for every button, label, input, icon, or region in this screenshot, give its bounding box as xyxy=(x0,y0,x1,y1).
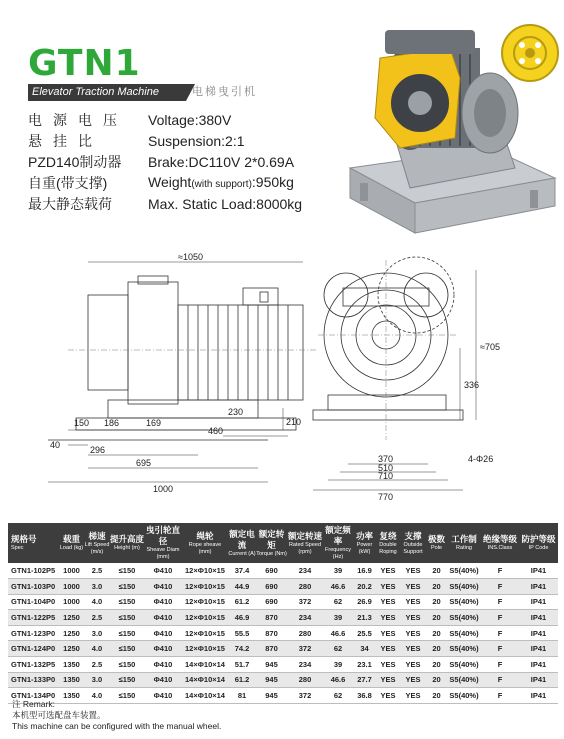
table-header-cell xyxy=(400,523,426,563)
table-cell: 870 xyxy=(256,625,287,641)
header-cn: 极数 xyxy=(427,534,445,544)
table-cell: GTN1-104P0 xyxy=(8,594,59,610)
table-cell: F xyxy=(481,610,519,626)
remark-cn: 本机型可选配盘车装置。 xyxy=(12,710,106,720)
table-cell: 1350 xyxy=(59,672,84,688)
table-cell: 234 xyxy=(287,657,323,673)
table-cell: YES xyxy=(400,641,426,657)
dim-460: 460 xyxy=(208,426,224,436)
table-cell: Φ410 xyxy=(144,688,182,704)
spec-table xyxy=(8,523,558,704)
table-row xyxy=(8,563,558,579)
spec-brake xyxy=(28,152,328,173)
table-cell: 81 xyxy=(228,688,256,704)
header-en: Power (kW) xyxy=(356,541,373,555)
table-cell: 37.4 xyxy=(228,563,256,579)
table-cell: 20 xyxy=(426,657,447,673)
table-cell: 690 xyxy=(256,579,287,595)
table-cell: 55.5 xyxy=(228,625,256,641)
table-cell: Φ410 xyxy=(144,641,182,657)
table-header-row xyxy=(8,523,558,563)
table-cell: 51.7 xyxy=(228,657,256,673)
table-cell: ≤150 xyxy=(110,594,144,610)
header-cn: 额定电流 xyxy=(229,528,255,550)
header-cn: 规格号 xyxy=(11,534,37,544)
table-cell: ≤150 xyxy=(110,657,144,673)
table-cell: GTN1-132P5 xyxy=(8,657,59,673)
table-cell: IP41 xyxy=(519,610,558,626)
table-cell: 26.9 xyxy=(353,594,376,610)
table-cell: YES xyxy=(400,657,426,673)
table-cell: 36.8 xyxy=(353,688,376,704)
table-cell: Φ410 xyxy=(144,657,182,673)
table-cell: 46.6 xyxy=(323,672,353,688)
spec-value-en xyxy=(148,172,294,195)
header-en: IP Code xyxy=(528,545,549,551)
table-header-cell xyxy=(426,523,447,563)
dim-695: 695 xyxy=(136,458,152,468)
table-row xyxy=(8,625,558,641)
header-en: Pole xyxy=(430,545,442,551)
table-cell: 21.3 xyxy=(353,610,376,626)
table-header-cell xyxy=(228,523,256,563)
table-cell: YES xyxy=(376,657,400,673)
dim-230: 230 xyxy=(228,407,244,417)
header-cn: 复绕 xyxy=(379,530,397,541)
table-cell: 870 xyxy=(256,641,287,657)
table-header-cell xyxy=(8,523,59,563)
spec-weight-note: (with support) xyxy=(191,179,252,190)
table-cell: GTN1-102P5 xyxy=(8,563,59,579)
header-cn: 曳引轮直径 xyxy=(145,525,180,546)
table-cell: 39 xyxy=(323,563,353,579)
table-cell: IP41 xyxy=(519,563,558,579)
table-cell: S5(40%) xyxy=(447,610,481,626)
table-cell: 20.2 xyxy=(353,579,376,595)
header-en: INS.Class xyxy=(487,545,513,551)
table-cell: GTN1-124P0 xyxy=(8,641,59,657)
table-cell: ≤150 xyxy=(110,641,144,657)
header-en: Frequency (Hz) xyxy=(325,547,351,560)
table-cell: 46.6 xyxy=(323,625,353,641)
table-cell: Φ410 xyxy=(144,610,182,626)
table-cell: IP41 xyxy=(519,688,558,704)
table-cell: 372 xyxy=(287,641,323,657)
table-cell: 12×Φ10×15 xyxy=(182,625,228,641)
spec-max-load xyxy=(28,194,328,215)
dim-510: 510 xyxy=(378,463,394,473)
header-en: Current (A) xyxy=(228,550,256,557)
table-cell: ≤150 xyxy=(110,579,144,595)
product-title: GTN1 xyxy=(28,43,141,84)
table-cell: F xyxy=(481,563,519,579)
table-cell: 2.5 xyxy=(84,610,110,626)
table-cell: 12×Φ10×15 xyxy=(182,610,228,626)
header-en: Rated Speed (rpm) xyxy=(288,541,322,555)
table-cell: 20 xyxy=(426,563,447,579)
table-cell: YES xyxy=(376,563,400,579)
product-subtitle-en: Elevator Traction Machine xyxy=(28,84,186,101)
table-header-cell xyxy=(59,523,84,563)
table-cell: S5(40%) xyxy=(447,641,481,657)
table-cell: 690 xyxy=(256,563,287,579)
table-cell: S5(40%) xyxy=(447,657,481,673)
table-cell: 1350 xyxy=(59,657,84,673)
table-cell: ≤150 xyxy=(110,625,144,641)
spec-value-en: Voltage:380V xyxy=(148,112,232,128)
table-header-cell xyxy=(519,523,558,563)
table-cell: F xyxy=(481,657,519,673)
table-cell: 61.2 xyxy=(228,594,256,610)
table-cell: 3.0 xyxy=(84,579,110,595)
table-cell: S5(40%) xyxy=(447,594,481,610)
table-cell: 1000 xyxy=(59,594,84,610)
dim-296: 296 xyxy=(90,445,106,455)
dim-710: 710 xyxy=(378,471,394,481)
dim-150: 150 xyxy=(74,418,90,428)
table-cell: 14×Φ10×14 xyxy=(182,688,228,704)
table-row xyxy=(8,610,558,626)
table-cell: IP41 xyxy=(519,641,558,657)
table-cell: 12×Φ10×15 xyxy=(182,579,228,595)
dim-705: ≈705 xyxy=(480,342,500,352)
table-cell: IP41 xyxy=(519,579,558,595)
table-cell: 280 xyxy=(287,625,323,641)
table-cell: 20 xyxy=(426,579,447,595)
spec-value-en: Max. Static Load:8000kg xyxy=(148,196,303,212)
table-cell: YES xyxy=(376,625,400,641)
header-en: Sheave Diam (mm) xyxy=(146,547,180,560)
table-cell: ≤150 xyxy=(110,563,144,579)
table-cell: 2.5 xyxy=(84,657,110,673)
table-cell: 14×Φ10×14 xyxy=(182,657,228,673)
header-cn: 工作制 xyxy=(451,534,477,544)
table-cell: 1000 xyxy=(59,563,84,579)
dim-370: 370 xyxy=(378,454,394,464)
table-cell: YES xyxy=(400,579,426,595)
table-header-cell xyxy=(376,523,400,563)
table-cell: 12×Φ10×15 xyxy=(182,641,228,657)
header-cn: 额定转矩 xyxy=(258,528,285,550)
table-cell: F xyxy=(481,579,519,595)
table-cell: YES xyxy=(400,688,426,704)
table-cell: 27.7 xyxy=(353,672,376,688)
table-cell: 945 xyxy=(256,672,287,688)
table-row xyxy=(8,579,558,595)
table-cell: 1250 xyxy=(59,641,84,657)
header-cn: 提升高度 xyxy=(110,534,145,544)
table-cell: YES xyxy=(376,672,400,688)
table-header-cell xyxy=(481,523,519,563)
table-cell: GTN1-133P0 xyxy=(8,672,59,688)
header-cn: 梯速 xyxy=(88,530,106,541)
table-cell: 280 xyxy=(287,672,323,688)
table-cell: 372 xyxy=(287,594,323,610)
table-cell: 12×Φ10×15 xyxy=(182,563,228,579)
header-en: Lift Speed (m/s) xyxy=(84,541,110,555)
dim-169: 169 xyxy=(146,418,162,428)
table-cell: S5(40%) xyxy=(447,625,481,641)
table-header-cell xyxy=(447,523,481,563)
table-cell: GTN1-123P0 xyxy=(8,625,59,641)
table-cell: GTN1-122P5 xyxy=(8,610,59,626)
table-cell: IP41 xyxy=(519,672,558,688)
table-row xyxy=(8,641,558,657)
spec-weight xyxy=(28,173,328,194)
table-cell: F xyxy=(481,594,519,610)
product-subtitle-cn: 电梯曳引机 xyxy=(192,86,257,98)
header-cn: 支撑 xyxy=(404,530,422,541)
table-cell: 4.0 xyxy=(84,641,110,657)
spec-weight-main: Weight xyxy=(148,174,192,190)
table-header-cell xyxy=(353,523,376,563)
table-cell: 74.2 xyxy=(228,641,256,657)
table-cell: 870 xyxy=(256,610,287,626)
table-cell: GTN1-134P0 xyxy=(8,688,59,704)
table-cell: Φ410 xyxy=(144,594,182,610)
spec-suspension xyxy=(28,131,328,152)
table-row xyxy=(8,672,558,688)
spec-label-cn: PZD140制动器 xyxy=(28,154,122,170)
table-cell: 3.0 xyxy=(84,625,110,641)
header-cn: 绳轮 xyxy=(196,530,214,541)
table-cell: YES xyxy=(400,610,426,626)
table-cell: 12×Φ10×15 xyxy=(182,594,228,610)
header-cn: 功率 xyxy=(355,530,373,541)
spec-label-cn: 悬挂比 xyxy=(28,133,103,149)
table-cell: S5(40%) xyxy=(447,579,481,595)
spec-table-wrap xyxy=(8,523,558,704)
header-cn: 载重 xyxy=(62,534,80,544)
table-header-cell xyxy=(144,523,182,563)
table-cell: 1000 xyxy=(59,579,84,595)
header-en: Double Roping xyxy=(379,541,397,555)
table-cell: YES xyxy=(376,579,400,595)
table-cell: 62 xyxy=(323,594,353,610)
header-en: Rating xyxy=(456,545,472,551)
dim-186: 186 xyxy=(104,418,120,428)
spec-list xyxy=(28,110,328,215)
table-cell: 945 xyxy=(256,688,287,704)
dim-40: 40 xyxy=(50,440,61,450)
table-cell: Φ410 xyxy=(144,672,182,688)
table-cell: 1250 xyxy=(59,610,84,626)
table-cell: 280 xyxy=(287,579,323,595)
table-cell: F xyxy=(481,625,519,641)
table-row xyxy=(8,657,558,673)
technical-drawing xyxy=(28,250,548,510)
spec-voltage xyxy=(28,110,328,131)
table-cell: YES xyxy=(376,688,400,704)
table-cell: S5(40%) xyxy=(447,688,481,704)
table-cell: 372 xyxy=(287,688,323,704)
table-cell: 2.5 xyxy=(84,563,110,579)
table-cell: 20 xyxy=(426,610,447,626)
table-cell: 20 xyxy=(426,641,447,657)
table-cell: 945 xyxy=(256,657,287,673)
remark-label: 注 Remark: xyxy=(12,699,55,709)
table-cell: 39 xyxy=(323,610,353,626)
dim-holes: 4-Φ26 xyxy=(468,454,494,464)
table-cell: 1350 xyxy=(59,688,84,704)
table-cell: YES xyxy=(376,641,400,657)
dim-210: 210 xyxy=(286,417,302,427)
table-cell: 4.0 xyxy=(84,594,110,610)
spec-weight-value: :950kg xyxy=(251,174,294,190)
table-cell: S5(40%) xyxy=(447,563,481,579)
table-row xyxy=(8,594,558,610)
spec-label-cn: 自重(带支撑) xyxy=(28,175,108,191)
table-cell: F xyxy=(481,688,519,704)
table-cell: 39 xyxy=(323,657,353,673)
table-header-cell xyxy=(84,523,110,563)
table-cell: 3.0 xyxy=(84,672,110,688)
table-cell: 16.9 xyxy=(353,563,376,579)
dim-1000: 1000 xyxy=(153,484,174,494)
table-cell: 62 xyxy=(323,688,353,704)
table-cell: 690 xyxy=(256,594,287,610)
table-cell: YES xyxy=(400,672,426,688)
dim-336: 336 xyxy=(464,380,480,390)
table-cell: GTN1-103P0 xyxy=(8,579,59,595)
header-en: Torque (Nm) xyxy=(256,550,287,557)
table-cell: 46.6 xyxy=(323,579,353,595)
table-cell: 14×Φ10×14 xyxy=(182,672,228,688)
table-cell: YES xyxy=(376,594,400,610)
table-cell: Φ410 xyxy=(144,625,182,641)
header-cn: 额定转速 xyxy=(287,530,322,541)
table-cell: IP41 xyxy=(519,625,558,641)
spec-value-en: Brake:DC110V 2*0.69A xyxy=(148,154,295,170)
remark xyxy=(12,699,221,732)
header-en: Rope sheave (mm) xyxy=(188,541,222,555)
table-header-cell xyxy=(323,523,353,563)
dim-770: 770 xyxy=(378,492,394,502)
header-en: Load (kg) xyxy=(59,545,84,551)
table-cell: F xyxy=(481,672,519,688)
table-header-cell xyxy=(256,523,287,563)
header-en: Height (m) xyxy=(114,545,140,551)
table-cell: ≤150 xyxy=(110,672,144,688)
table-cell: F xyxy=(481,641,519,657)
table-cell: YES xyxy=(376,610,400,626)
table-header-cell xyxy=(182,523,228,563)
table-cell: 46.9 xyxy=(228,610,256,626)
remark-en: This machine can be configured with the manual wheel. xyxy=(12,721,222,731)
table-cell: ≤150 xyxy=(110,610,144,626)
table-cell: YES xyxy=(400,563,426,579)
table-cell: 20 xyxy=(426,625,447,641)
table-cell: 20 xyxy=(426,594,447,610)
table-cell: S5(40%) xyxy=(447,672,481,688)
table-header-cell xyxy=(110,523,144,563)
header-en: Outside Support xyxy=(403,541,423,555)
table-cell: IP41 xyxy=(519,657,558,673)
table-cell: 20 xyxy=(426,688,447,704)
spec-value-en: Suspension:2:1 xyxy=(148,133,245,149)
product-photo xyxy=(340,18,560,240)
table-cell: 4.0 xyxy=(84,688,110,704)
table-cell: 1250 xyxy=(59,625,84,641)
table-cell: 25.5 xyxy=(353,625,376,641)
table-cell: IP41 xyxy=(519,594,558,610)
table-cell: Φ410 xyxy=(144,563,182,579)
dim-overall-length: ≈1050 xyxy=(178,252,203,262)
header-cn: 防护等级 xyxy=(521,534,556,544)
table-cell: 234 xyxy=(287,563,323,579)
table-cell: 234 xyxy=(287,610,323,626)
header-en: Spec xyxy=(11,545,24,551)
header-cn: 绝缘等级 xyxy=(482,534,517,544)
table-cell: 20 xyxy=(426,672,447,688)
header-cn: 额定频率 xyxy=(325,525,351,546)
table-header-cell xyxy=(287,523,323,563)
table-cell: Φ410 xyxy=(144,579,182,595)
table-body xyxy=(8,563,558,703)
table-cell: YES xyxy=(400,625,426,641)
table-cell: 62 xyxy=(323,641,353,657)
table-cell: 61.2 xyxy=(228,672,256,688)
spec-label-cn: 最大静态载荷 xyxy=(28,196,112,212)
table-cell: 34 xyxy=(353,641,376,657)
table-cell: YES xyxy=(400,594,426,610)
table-cell: ≤150 xyxy=(110,688,144,704)
table-cell: 44.9 xyxy=(228,579,256,595)
table-cell: 23.1 xyxy=(353,657,376,673)
spec-label-cn: 电源电压 xyxy=(28,112,128,128)
